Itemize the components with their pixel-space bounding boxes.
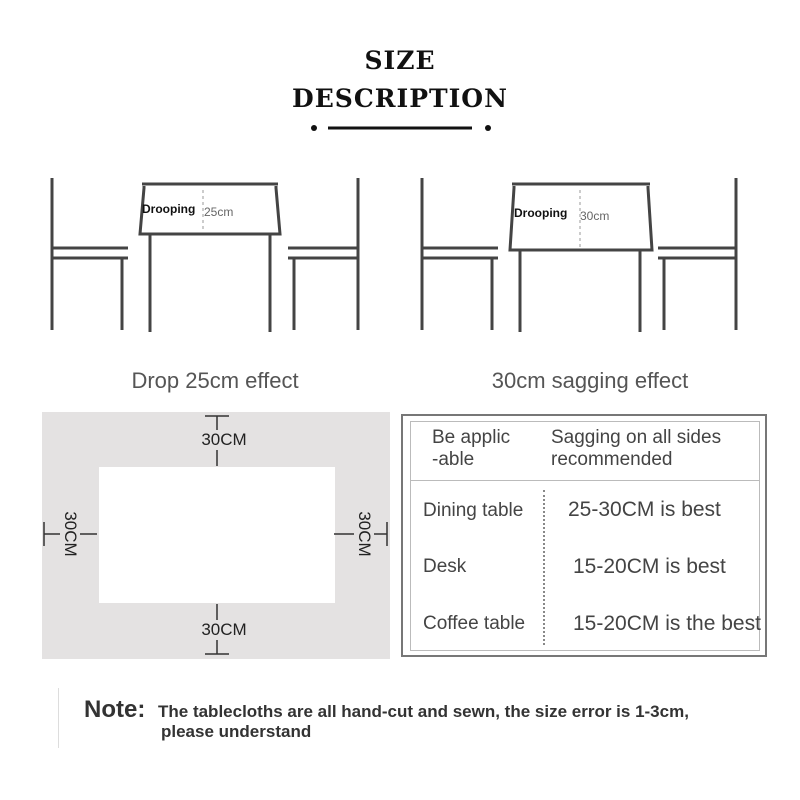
header-applicable-line1: Be applic — [432, 427, 511, 448]
drooping-value: 25cm — [204, 205, 234, 219]
note-label: Note: — [84, 696, 146, 723]
caption-30cm: 30cm sagging effect — [491, 368, 689, 393]
table-row-value: 25-30CM is best — [568, 498, 721, 521]
table-row-value: 15-20CM is best — [573, 555, 726, 578]
drop-top-label: 30CM — [182, 430, 266, 450]
header-applicable-line2: -able — [432, 449, 475, 470]
drooping-label: Drooping — [514, 206, 568, 220]
note-accent-line — [58, 688, 59, 748]
title-line-2: DESCRIPTION — [292, 84, 508, 113]
note-line-2: please understand — [161, 722, 312, 741]
caption-25cm: Drop 25cm effect — [131, 368, 299, 393]
table-illustration-30cm — [410, 170, 750, 340]
table-illustration-25cm — [40, 170, 370, 340]
table-row-label: Dining table — [423, 500, 524, 521]
title-line-1: SIZE — [364, 46, 436, 75]
header-sagging-line1: Sagging on all sides — [551, 427, 722, 448]
note-line-1: The tablecloths are all hand-cut and sewn, the size error is 1-3cm, — [158, 702, 689, 721]
drooping-label: Drooping — [142, 202, 196, 216]
title-divider — [300, 118, 500, 138]
table-row-value: 15-20CM is the best — [573, 612, 761, 635]
drooping-value: 30cm — [580, 209, 610, 223]
table-row-label: Coffee table — [423, 613, 526, 634]
table-header-divider — [410, 480, 760, 481]
table-row-label: Desk — [423, 556, 467, 577]
table-column-divider — [543, 490, 545, 645]
drop-bottom-label: 30CM — [182, 620, 266, 640]
drop-left-label: 30CM — [60, 498, 80, 570]
drop-right-label: 30CM — [354, 498, 374, 570]
header-sagging-line2: recommended — [551, 449, 673, 470]
